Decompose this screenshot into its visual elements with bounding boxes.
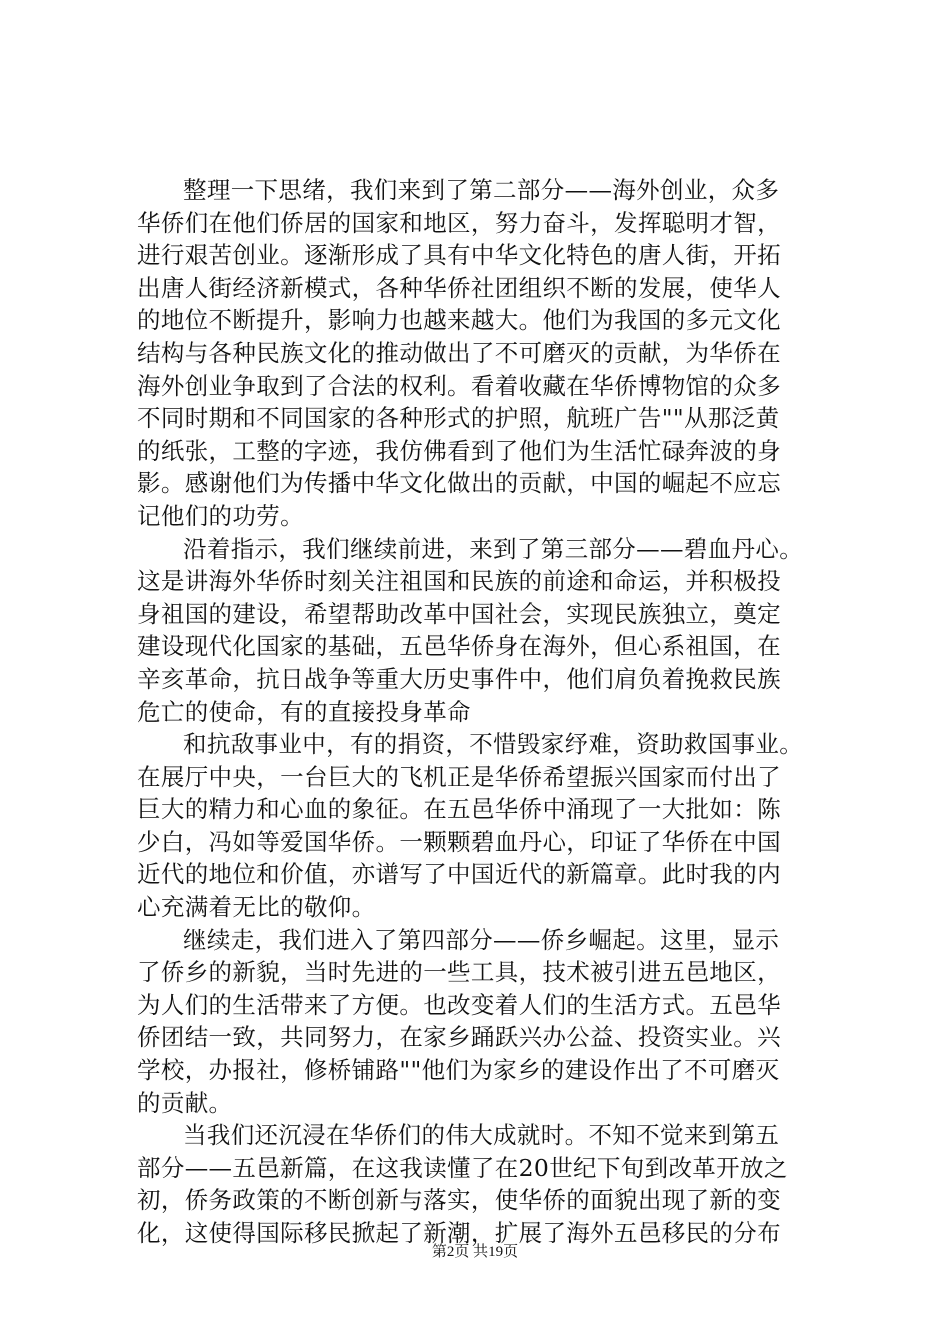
text-line: 身祖国的建设，希望帮助改革中国社会，实现民族独立，奠定: [137, 599, 781, 628]
text-line: 的地位不断提升，影响力也越来越大。他们为我国的多元文化: [137, 306, 781, 335]
text-line: 部分——五邑新篇，在这我读懂了在20世纪下旬到改革开放之: [137, 1153, 788, 1182]
text-line: 不同时期和不同国家的各种形式的护照，航班广告""从那泛黄: [137, 404, 780, 433]
text-line: 影。感谢他们为传播中华文化做出的贡献，中国的崛起不应忘: [137, 469, 781, 498]
text-line: 和抗敌事业中，有的捐资，不惜毁家纾难，资助救国事业。: [183, 730, 804, 759]
text-line: 的贡献。: [137, 1088, 233, 1117]
text-line: 这是讲海外华侨时刻关注祖国和民族的前途和命运，并积极投: [137, 567, 781, 596]
text-line: 结构与各种民族文化的推动做出了不可磨灭的贡献，为华侨在: [137, 338, 781, 367]
text-line: 在展厅中央，一台巨大的飞机正是华侨希望振兴国家而付出了: [137, 762, 781, 791]
text-line: 初，侨务政策的不断创新与落实，使华侨的面貌出现了新的变: [137, 1186, 781, 1215]
text-line: 华侨们在他们侨居的国家和地区，努力奋斗，发挥聪明才智，: [137, 208, 781, 237]
body-text: [137, 174, 827, 1250]
text-line: 整理一下思绪，我们来到了第二部分——海外创业，众多: [183, 176, 780, 204]
page-footer: 第2页 共19页: [431, 1244, 519, 1260]
text-line: 侨团结一致，共同努力，在家乡踊跃兴办公益、投资实业。兴: [137, 1023, 781, 1052]
text-line: 出唐人街经济新模式，各种华侨社团组织不断的发展，使华人: [137, 273, 781, 302]
text-line: 记他们的功劳。: [137, 501, 304, 530]
text-line: 海外创业争取到了合法的权利。看着收藏在华侨博物馆的众多: [137, 371, 781, 400]
text-line: 的纸张，工整的字迹，我仿佛看到了他们为生活忙碌奔波的身: [137, 436, 781, 465]
text-line: 心充满着无比的敬仰。: [137, 893, 376, 922]
text-line: 化，这使得国际移民掀起了新潮，扩展了海外五邑移民的分布: [137, 1219, 781, 1247]
text-line: 当我们还沉浸在华侨们的伟大成就时。不知不觉来到第五: [183, 1121, 780, 1150]
text-line: 危亡的使命，有的直接投身革命: [137, 697, 471, 726]
text-line: 进行艰苦创业。逐渐形成了具有中华文化特色的唐人街，开拓: [137, 241, 781, 270]
text-line: 辛亥革命，抗日战争等重大历史事件中，他们肩负着挽救民族: [137, 664, 781, 693]
text-line: 少白，冯如等爱国华侨。一颗颗碧血丹心，印证了华侨在中国: [137, 827, 781, 856]
text-line: 继续走，我们进入了第四部分——侨乡崛起。这里，显示: [183, 925, 780, 954]
text-line: 沿着指示，我们继续前进，来到了第三部分——碧血丹心。: [183, 534, 804, 563]
text-line: 巨大的精力和心血的象征。在五邑华侨中涌现了一大批如：陈: [137, 795, 781, 824]
text-line: 近代的地位和价值，亦谱写了中国近代的新篇章。此时我的内: [137, 860, 781, 889]
text-line: 学校，办报社，修桥铺路""他们为家乡的建设作出了不可磨灭: [137, 1056, 780, 1085]
text-line: 了侨乡的新貌，当时先进的一些工具，技术被引进五邑地区，: [137, 958, 781, 987]
text-line: 为人们的生活带来了方便。也改变着人们的生活方式。五邑华: [137, 990, 781, 1019]
text-line: 建设现代化国家的基础，五邑华侨身在海外，但心系祖国，在: [137, 632, 781, 661]
